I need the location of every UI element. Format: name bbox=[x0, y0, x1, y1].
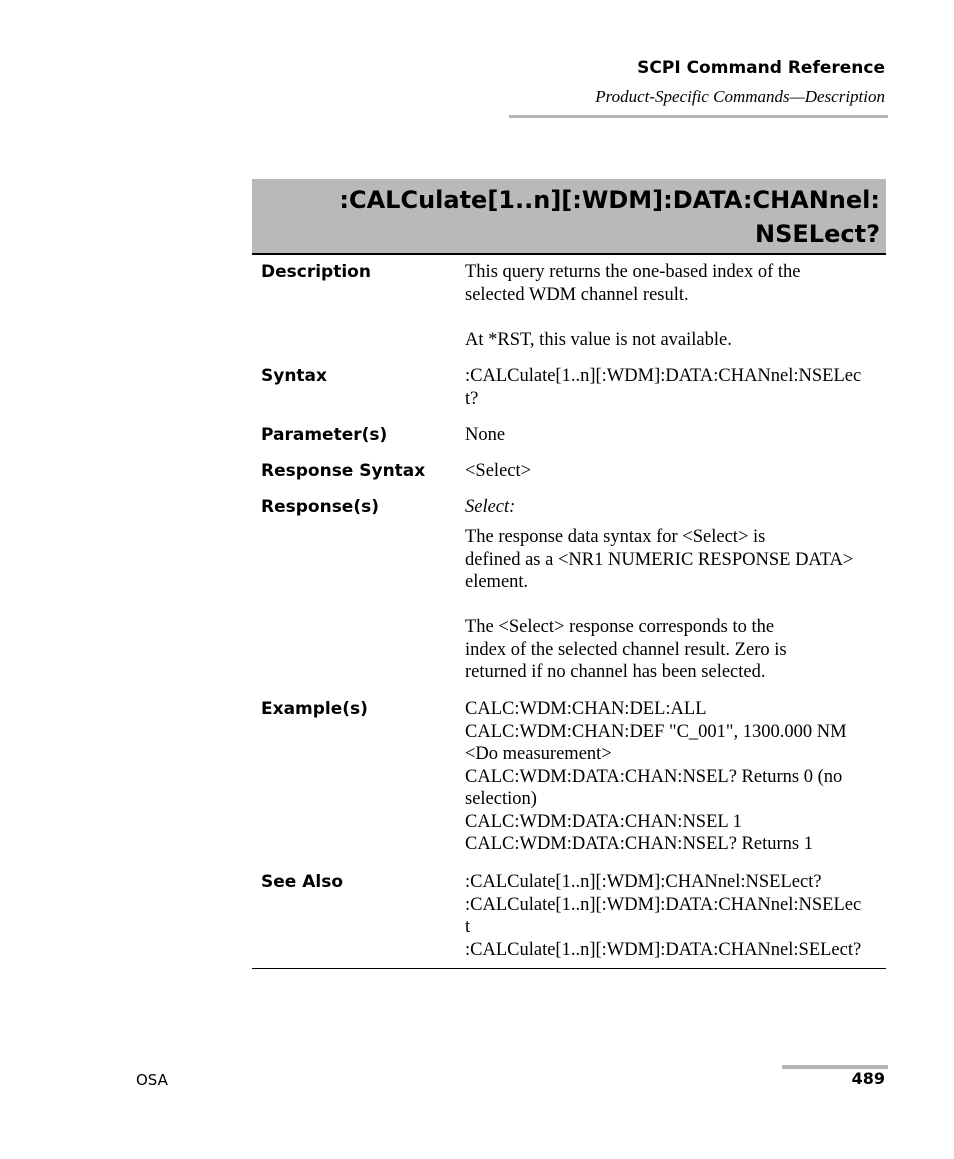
footer-product: OSA bbox=[136, 1071, 168, 1089]
response-syntax-text: <Select> bbox=[465, 461, 532, 481]
responses-value bbox=[465, 496, 885, 684]
example-line: CALC:WDM:DATA:CHAN:NSEL 1 bbox=[465, 811, 742, 832]
response-line: defined as a <NR1 NUMERIC RESPONSE DATA> bbox=[465, 549, 854, 570]
header-rule bbox=[509, 115, 888, 118]
example-line: CALC:WDM:DATA:CHAN:NSEL? Returns 1 bbox=[465, 834, 813, 854]
syntax-value bbox=[465, 365, 885, 410]
command-title-line2: NSELect? bbox=[755, 220, 880, 248]
description-line: selected WDM channel result. bbox=[465, 284, 689, 305]
page-number: 489 bbox=[851, 1069, 885, 1088]
command-title-line1: :CALCulate[1..n][:WDM]:DATA:CHANnel: bbox=[339, 186, 880, 214]
response-syntax-label: Response Syntax bbox=[261, 461, 426, 481]
response-line: returned if no channel has been selected. bbox=[465, 662, 766, 682]
see-also-value bbox=[465, 871, 885, 961]
response-line: The response data syntax for <Select> is bbox=[465, 527, 766, 547]
example-line: CALC:WDM:CHAN:DEF "C_001", 1300.000 NM bbox=[465, 721, 847, 742]
description-label: Description bbox=[261, 262, 371, 282]
description-line: This query returns the one-based index of the bbox=[465, 262, 801, 282]
syntax-line: t? bbox=[465, 388, 479, 409]
description-value bbox=[465, 261, 885, 351]
example-line: CALC:WDM:CHAN:DEL:ALL bbox=[465, 699, 707, 719]
example-line: <Do measurement> bbox=[465, 744, 612, 764]
example-line: CALC:WDM:DATA:CHAN:NSEL? Returns 0 (no bbox=[465, 766, 843, 787]
parameters-label: Parameter(s) bbox=[261, 425, 388, 445]
syntax-label: Syntax bbox=[261, 366, 327, 386]
see-also-link[interactable]: :CALCulate[1..n][:WDM]:CHANnel:NSELect? bbox=[465, 872, 822, 892]
see-also-link[interactable]: :CALCulate[1..n][:WDM]:DATA:CHANnel:NSELec bbox=[465, 894, 862, 915]
header-subtitle: Product-Specific Commands—Description bbox=[595, 87, 885, 106]
responses-label: Response(s) bbox=[261, 497, 379, 517]
see-also-link[interactable]: t bbox=[465, 917, 471, 937]
table-bottom-rule bbox=[252, 968, 886, 969]
see-also-label: See Also bbox=[261, 872, 344, 892]
parameters-value bbox=[465, 424, 885, 447]
syntax-line: :CALCulate[1..n][:WDM]:DATA:CHANnel:NSELec bbox=[465, 366, 862, 386]
see-also-link[interactable]: :CALCulate[1..n][:WDM]:DATA:CHANnel:SELect? bbox=[465, 939, 862, 960]
header-title: SCPI Command Reference bbox=[637, 58, 885, 78]
examples-label: Example(s) bbox=[261, 699, 368, 719]
response-syntax-value bbox=[465, 460, 885, 483]
examples-value bbox=[465, 698, 885, 856]
command-title bbox=[339, 183, 880, 251]
response-name: Select: bbox=[465, 497, 516, 517]
response-line: The <Select> response corresponds to the bbox=[465, 617, 775, 637]
example-line: selection) bbox=[465, 789, 537, 809]
command-heading-box bbox=[252, 179, 886, 255]
response-line: element. bbox=[465, 572, 529, 592]
response-line: index of the selected channel result. Zero is bbox=[465, 639, 787, 660]
description-line: At *RST, this value is not available. bbox=[465, 329, 732, 350]
parameters-text: None bbox=[465, 425, 506, 445]
